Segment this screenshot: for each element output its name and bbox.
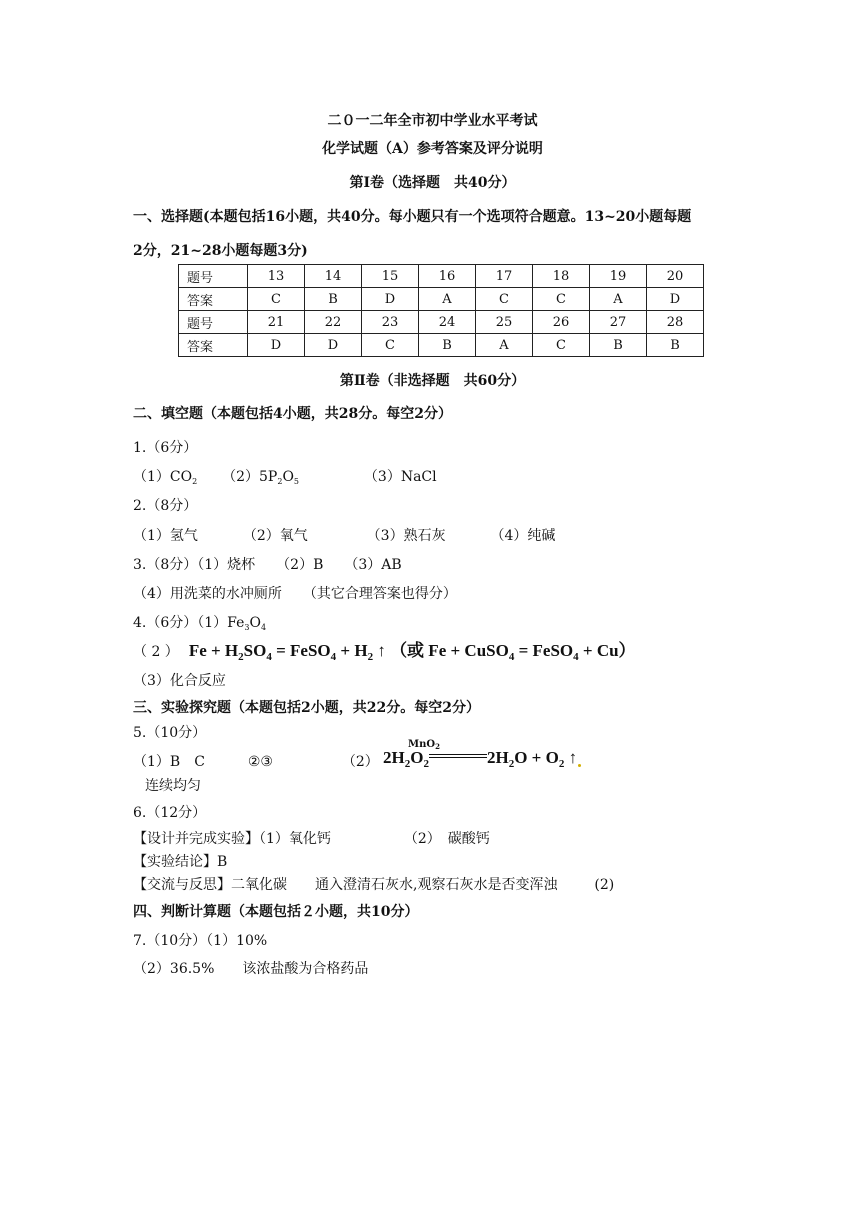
table-cell: B xyxy=(419,334,476,357)
q2-label: 2.（8分） xyxy=(133,498,198,514)
table-cell: 15 xyxy=(362,265,419,288)
section1-heading-line1: 一、选择题(本题包括16小题，共40分。每小题只有一个选项符合题意。13~20小题每题 xyxy=(133,209,692,225)
table-cell: 19 xyxy=(590,265,647,288)
q4-equation: $Fe + H_2SO_4$ = FeSO$_4$ + $H_2$ ↑ （或 Fe + CuSO$_4$ = FeSO$_4$ + Cu） xyxy=(188,641,636,663)
table-cell: B xyxy=(305,288,362,311)
section1-heading-line2: 2分，21~28小题每题3分) xyxy=(133,243,308,259)
table-row-head: 题号 xyxy=(179,265,248,288)
answer-title: 化学试题（A）参考答案及评分说明 xyxy=(322,141,543,157)
q2-answers xyxy=(133,525,555,545)
q5-catalyst: MnO$_2$ xyxy=(408,739,440,751)
q7-answer-2: （2）36.5% 该浓盐酸为合格药品 xyxy=(133,961,369,977)
table-row xyxy=(179,334,704,357)
table-cell: B xyxy=(647,334,704,357)
table-cell: 25 xyxy=(476,311,533,334)
q1-label: 1.（6分） xyxy=(133,440,198,456)
part1-heading: 第Ⅰ卷（选择题 共40分） xyxy=(349,175,516,191)
table-cell: D xyxy=(248,334,305,357)
q4-answer-2: （ 2 ） $Fe + H_2SO_4$ = FeSO$_4$ + $H_2$ ↑ （或 Fe + CuSO$_4$ = FeSO$_4$ + Cu） xyxy=(133,641,636,663)
q1-answer-3: （3）NaCl xyxy=(363,469,437,485)
q5-label: 5.（10分） xyxy=(133,725,207,741)
q1-answer-2: （2）5P xyxy=(222,469,278,485)
table-cell: B xyxy=(590,334,647,357)
table-cell: D xyxy=(647,288,704,311)
table-cell: A xyxy=(476,334,533,357)
table-row xyxy=(179,288,704,311)
table-cell: C xyxy=(533,334,590,357)
q4-answer-1: 4.（6分）$(1)Fe_3O_4$ xyxy=(133,615,267,632)
section3-heading: 三、实验探究题（本题包括2小题，共22分。每空2分） xyxy=(133,700,480,716)
table-cell: 20 xyxy=(647,265,704,288)
mark-dot xyxy=(578,764,581,767)
table-cell: 13 xyxy=(248,265,305,288)
q1-answers: $(1)CO_2$ $(2)5P_2O_5$ （3）NaCl xyxy=(133,469,437,486)
q2-answer-3: （3）熟石灰 xyxy=(366,528,446,544)
q5-answer-3: 连续均匀 xyxy=(145,778,201,794)
q2-answer-2: （2）氧气 xyxy=(242,528,308,544)
table-cell: 14 xyxy=(305,265,362,288)
section2-heading: 二、填空题（本题包括4小题，共28分。每空2分） xyxy=(133,406,452,422)
table-row-head: 答案 xyxy=(179,288,248,311)
q3-answers: 3.（8分）（1）烧杯 （2）B （3）AB xyxy=(133,557,402,573)
table-row xyxy=(179,265,704,288)
q1-answer-1: （1）CO xyxy=(133,469,193,485)
table-cell: A xyxy=(590,288,647,311)
q6-answer-1: 【设计并完成实验】（1）氧化钙 （2） 碳酸钙 xyxy=(133,831,490,847)
q6-label: 6.（12分） xyxy=(133,805,207,821)
table-cell: C xyxy=(362,334,419,357)
table-row-head: 题号 xyxy=(179,311,248,334)
q2-answer-1: （1）氢气 xyxy=(133,528,198,544)
q5-equation: $2H_2O_2$ $2H_2O + O_2$ ↑ xyxy=(383,748,578,770)
table-cell: 28 xyxy=(647,311,704,334)
q4-answer-3: （3）化合反应 xyxy=(133,673,226,689)
q6-answer-3: 【交流与反思】二氧化碳 通入澄清石灰水,观察石灰水是否变浑浊 (2) xyxy=(133,877,615,893)
table-cell: C xyxy=(248,288,305,311)
table-cell: 17 xyxy=(476,265,533,288)
table-cell: 23 xyxy=(362,311,419,334)
exam-title: 二０一二年全市初中学业水平考试 xyxy=(327,113,538,129)
table-row-head: 答案 xyxy=(179,334,248,357)
q7-answer-1: 7.（10分）（1）10% xyxy=(133,933,268,949)
q5-answer-1: （1）B C ②③ （2） xyxy=(133,754,379,770)
table-cell: 27 xyxy=(590,311,647,334)
answer-table xyxy=(178,264,704,357)
table-cell: 26 xyxy=(533,311,590,334)
section4-heading: 四、判断计算题（本题包括２小题，共10分） xyxy=(133,904,419,920)
part2-heading: 第Ⅱ卷（非选择题 共60分） xyxy=(339,373,526,389)
q2-answer-4: （4）纯碱 xyxy=(490,528,556,544)
table-cell: 22 xyxy=(305,311,362,334)
table-cell: C xyxy=(533,288,590,311)
q6-answer-2: 【实验结论】B xyxy=(133,854,228,870)
table-cell: A xyxy=(419,288,476,311)
q3-answer-4: （4）用洗菜的水冲厕所 （其它合理答案也得分） xyxy=(133,586,457,602)
table-cell: 18 xyxy=(533,265,590,288)
table-cell: D xyxy=(305,334,362,357)
table-row xyxy=(179,311,704,334)
table-cell: 16 xyxy=(419,265,476,288)
table-cell: D xyxy=(362,288,419,311)
table-cell: 21 xyxy=(248,311,305,334)
table-cell: 24 xyxy=(419,311,476,334)
table-cell: C xyxy=(476,288,533,311)
